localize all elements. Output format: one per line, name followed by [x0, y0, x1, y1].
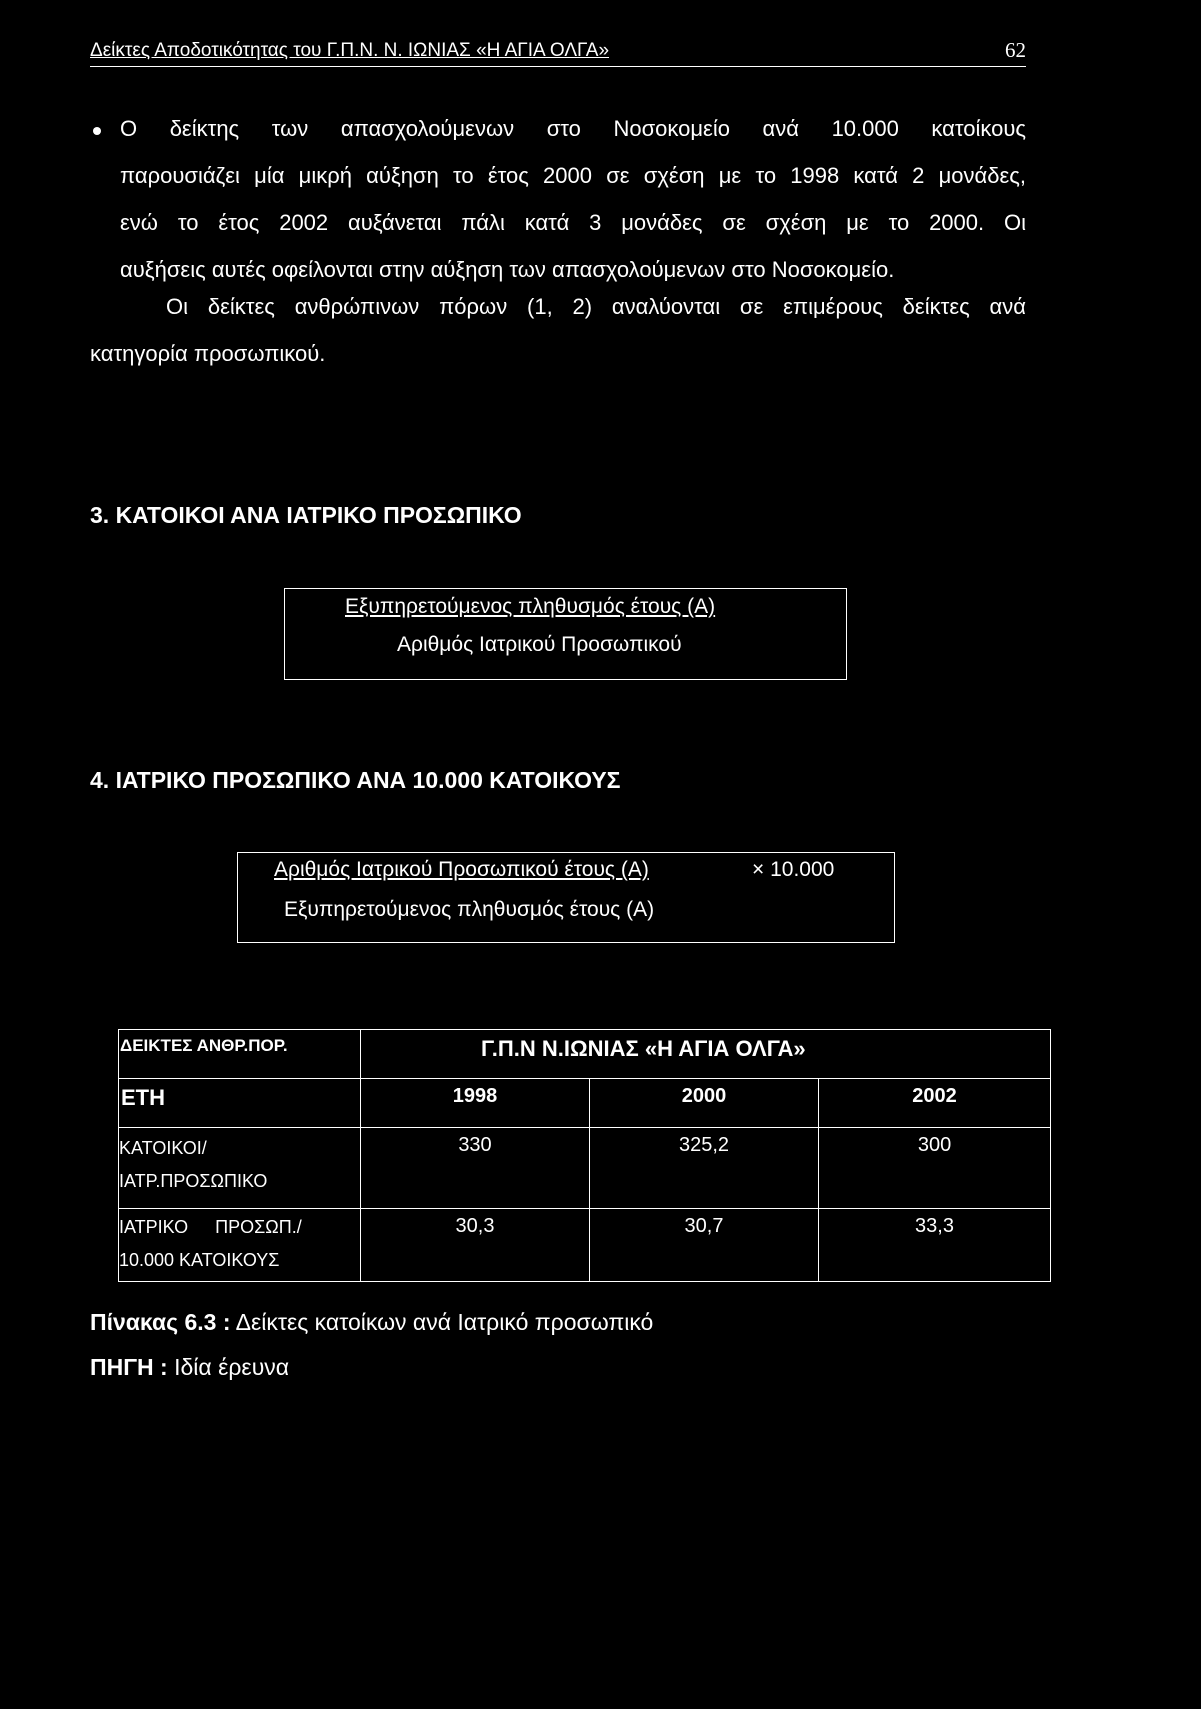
- paragraph-line: Οι δείκτες ανθρώπινων πόρων (1, 2) αναλύονται σε επιμέρους δείκτες ανά: [166, 294, 1026, 319]
- paragraph-line: Ο δείκτης των απασχολούμενων στο Νοσοκομείο ανά 10.000 κατοίκους: [120, 116, 1026, 141]
- table-hospital-cell: Γ.Π.Ν Ν.ΙΩΝΙΑΣ «Η ΑΓΙΑ ΟΛΓΑ»: [361, 1030, 1051, 1079]
- formula-numerator: Αριθμός Ιατρικού Προσωπικού έτους (Α): [274, 858, 649, 881]
- page-number: 62: [1005, 38, 1026, 62]
- table-cell: 33,3: [819, 1209, 1051, 1282]
- table-cell: 300: [819, 1128, 1051, 1209]
- table-year-cell: 1998: [361, 1079, 590, 1128]
- source-text: Ιδία έρευνα: [174, 1354, 290, 1380]
- bullet-icon: [93, 127, 101, 135]
- caption-label: Πίνακας 6.3 :: [90, 1309, 231, 1335]
- row-label-line: ΚΑΤΟΙΚΟΙ/: [119, 1138, 207, 1158]
- table-cell: 30,3: [361, 1209, 590, 1282]
- page-header: [90, 40, 1026, 67]
- row-label-line: ΙΑΤΡ.ΠΡΟΣΩΠΙΚΟ: [119, 1171, 268, 1191]
- table-caption: [90, 1309, 653, 1336]
- header-title: Δείκτες Αποδοτικότητας του Γ.Π.Ν. Ν. ΙΩΝΙΑΣ «Η ΑΓΙΑ ΟΛΓΑ»: [90, 40, 610, 61]
- table-year-cell: 2000: [590, 1079, 819, 1128]
- table-years-label: ΕΤΗ: [119, 1079, 361, 1128]
- indicators-table: [118, 1029, 1051, 1282]
- table-year-cell: 2002: [819, 1079, 1051, 1128]
- table-row-label: [119, 1209, 361, 1282]
- table-row: [119, 1128, 1051, 1209]
- paragraph-line: ενώ το έτος 2002 αυξάνεται πάλι κατά 3 μονάδες σε σχέση με το 2000. Οι: [120, 210, 1026, 235]
- section-3-heading: 3. ΚΑΤΟΙΚΟΙ ΑΝΑ ΙΑΤΡΙΚΟ ΠΡΟΣΩΠΙΚΟ: [90, 502, 522, 528]
- caption-text: Δείκτες κατοίκων ανά Ιατρικό προσωπικό: [235, 1309, 654, 1335]
- formula-box-3: [284, 588, 847, 680]
- table-row: [119, 1030, 1051, 1079]
- formula-denominator: Αριθμός Ιατρικού Προσωπικού: [397, 633, 682, 656]
- table-cell: 330: [361, 1128, 590, 1209]
- source-label: ΠΗΓΗ :: [90, 1354, 168, 1380]
- table-cell: 325,2: [590, 1128, 819, 1209]
- formula-multiplier: × 10.000: [752, 858, 835, 881]
- row-label-line: 10.000 ΚΑΤΟΙΚΟΥΣ: [119, 1250, 280, 1270]
- paragraph-line: κατηγορία προσωπικού.: [90, 341, 326, 366]
- section-4-heading: 4. ΙΑΤΡΙΚΟ ΠΡΟΣΩΠΙΚΟ ΑΝΑ 10.000 ΚΑΤΟΙΚΟΥΣ: [90, 767, 621, 793]
- formula-numerator: Εξυπηρετούμενος πληθυσμός έτους (Α): [345, 595, 716, 618]
- table-source: [90, 1354, 289, 1381]
- paragraph-line: αυξήσεις αυτές οφείλονται στην αύξηση των απασχολούμενων στο Νοσοκομείο.: [120, 257, 895, 282]
- table-cell: 30,7: [590, 1209, 819, 1282]
- paragraph-1: [120, 105, 1026, 293]
- paragraph-line: παρουσιάζει μία μικρή αύξηση το έτος 2000 σε σχέση με το 1998 κατά 2 μονάδες,: [120, 163, 1026, 188]
- row-label-line: ΙΑΤΡΙΚΟ ΠΡΟΣΩΠ./: [119, 1217, 302, 1237]
- table-row-label: [119, 1128, 361, 1209]
- formula-box-4: [237, 852, 895, 943]
- formula-denominator: Εξυπηρετούμενος πληθυσμός έτους (Α): [284, 898, 655, 921]
- table-corner-cell: ΔΕΙΚΤΕΣ ΑΝΘΡ.ΠΟΡ.: [119, 1030, 361, 1079]
- table-row: [119, 1209, 1051, 1282]
- paragraph-2: [90, 283, 1026, 377]
- table-row: [119, 1079, 1051, 1128]
